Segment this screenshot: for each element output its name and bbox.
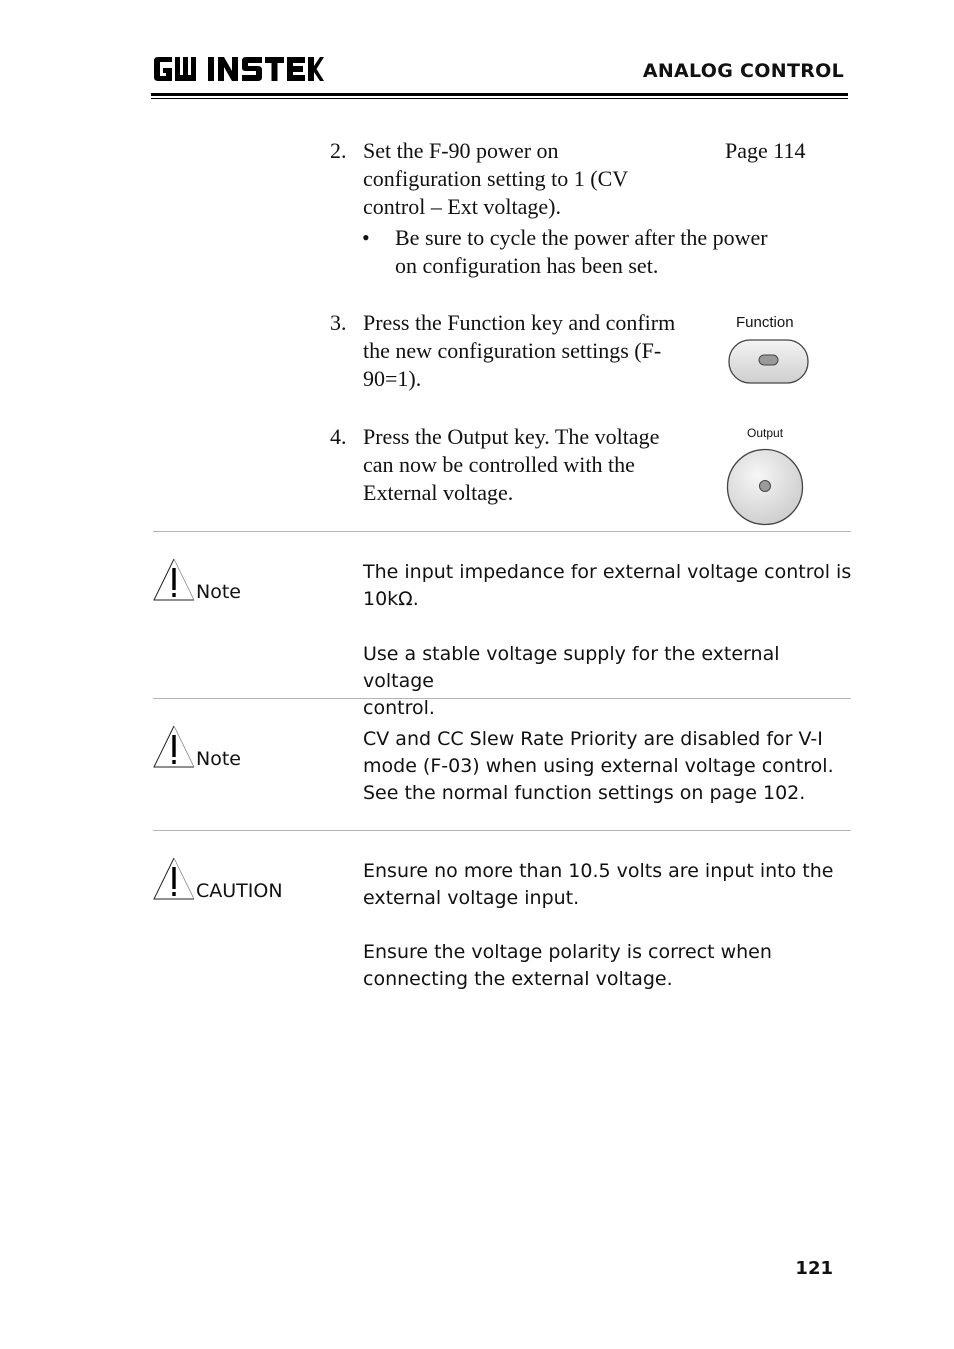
output-key-icon: [724, 446, 806, 528]
section-divider: [153, 830, 851, 831]
caution-line: Ensure the voltage polarity is correct when: [363, 941, 772, 963]
note-line: See the normal function settings on page 102.: [363, 782, 806, 804]
step-number: 3.: [330, 310, 347, 335]
step-line: the new configuration settings (F-: [363, 338, 662, 363]
step-line: Press the Function key and confirm: [363, 310, 676, 335]
caution-triangle-icon: [153, 857, 195, 901]
step-text: [363, 137, 723, 221]
bullet-text: [395, 224, 835, 280]
note-line: mode (F-03) when using external voltage control.: [363, 755, 834, 777]
section-title: ANALOG CONTROL: [642, 60, 844, 82]
function-key-icon: [726, 337, 812, 387]
note-body: [363, 726, 853, 807]
step-line: 90=1).: [363, 366, 422, 391]
section-divider: [153, 698, 851, 699]
note-line: The input impedance for external voltage control is: [363, 561, 852, 583]
caution-body: [363, 858, 853, 993]
output-key-label: Output: [747, 426, 784, 440]
step-text: [363, 423, 723, 507]
header-divider-thin: [151, 98, 848, 99]
note-label: Note: [196, 748, 241, 770]
page-reference: Page 114: [725, 138, 806, 163]
bullet-line: on configuration has been set.: [395, 253, 659, 278]
caution-line: Ensure no more than 10.5 volts are input into the: [363, 860, 834, 882]
note-line: control.: [363, 697, 435, 719]
step-line: configuration setting to 1 (CV: [363, 166, 629, 191]
bullet-dot: •: [362, 225, 370, 250]
step-line: can now be controlled with the: [363, 452, 635, 477]
caution-label: CAUTION: [196, 880, 283, 902]
warning-triangle-icon: [153, 725, 195, 769]
header-divider: [151, 93, 848, 96]
note-label: Note: [196, 581, 241, 603]
section-divider: [153, 531, 851, 532]
caution-line: external voltage input.: [363, 887, 580, 909]
note-line: CV and CC Slew Rate Priority are disabled for V-I: [363, 728, 823, 750]
step-text: [363, 309, 723, 393]
step-line: control – Ext voltage).: [363, 194, 561, 219]
function-key-label: Function: [736, 314, 794, 331]
note-line: Use a stable voltage supply for the external voltage: [363, 643, 780, 692]
caution-line: connecting the external voltage.: [363, 968, 673, 990]
step-line: External voltage.: [363, 480, 514, 505]
note-line: 10kΩ.: [363, 588, 419, 610]
step-line: Set the F-90 power on: [363, 138, 559, 163]
warning-triangle-icon: [153, 558, 195, 602]
page-number: 121: [795, 1258, 833, 1279]
step-line: Press the Output key. The voltage: [363, 424, 660, 449]
bullet-line: Be sure to cycle the power after the power: [395, 225, 768, 250]
step-number: 2.: [330, 138, 347, 163]
step-number: 4.: [330, 424, 347, 449]
gw-instek-logo: [152, 54, 324, 84]
